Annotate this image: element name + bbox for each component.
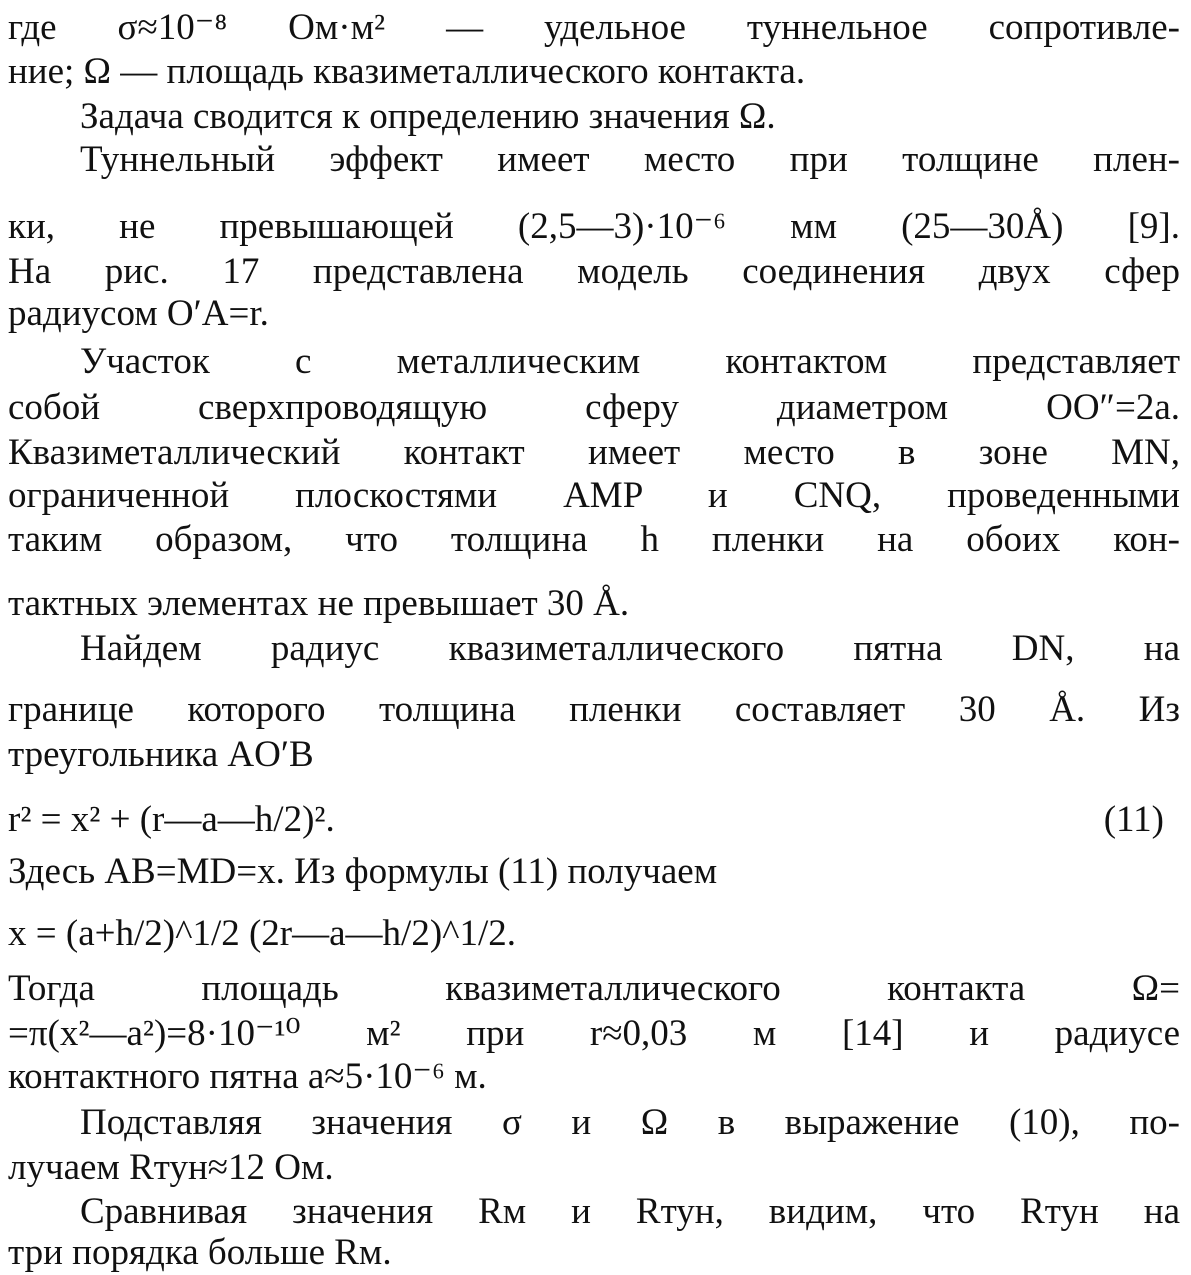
text-line-16: треугольника AO′B (8, 734, 314, 775)
text-line-2: ние; Ω — площадь квазиметаллического контакта. (8, 51, 806, 92)
text-line-8: Участок с металлическим контактом представляет (80, 341, 1180, 382)
text-line-6: На рис. 17 представлена модель соединения двух сфер (8, 251, 1180, 292)
text-line-9: собой сверхпроводящую сферу диаметром OO″=2a. (8, 387, 1180, 428)
text-line-24: три порядка больше Rм. (8, 1232, 392, 1273)
text-line-15: границе которого толщина пленки составляет 30 Å. Из (8, 689, 1180, 730)
text-line-13: тактных элементах не превышает 30 Å. (8, 583, 630, 624)
text-line-10: Квазиметаллический контакт имеет место в зоне MN, (8, 432, 1180, 473)
text-line-3: Задача сводится к определению значения Ω. (80, 96, 776, 137)
text-line-18: Тогда площадь квазиметаллического контакта Ω= (8, 968, 1180, 1009)
text-line-4: Туннельный эффект имеет место при толщине плен- (80, 139, 1180, 180)
text-line-12: таким образом, что толщина h пленки на обоих кон- (8, 519, 1180, 560)
equation-11 (8, 798, 1180, 842)
text-line-21: Подставляя значения σ и Ω в выражение (10), по- (80, 1102, 1180, 1143)
text-line-14: Найдем радиус квазиметаллического пятна DN, на (80, 628, 1180, 669)
text-line-1: где σ≈10⁻⁸ Ом·м² — удельное туннельное сопротивле- (8, 7, 1180, 48)
text-line-20: контактного пятна a≈5·10⁻⁶ м. (8, 1056, 487, 1097)
equation-number: (11) (1103, 799, 1164, 840)
text-line-11: ограниченной плоскостями AMP и CNQ, проведенными (8, 475, 1180, 516)
text-line-5: ки, не превышающей (2,5—3)·10⁻⁶ мм (25—30Å) [9]. (8, 206, 1180, 247)
equation-11-body: r² = x² + (r—a—h/2)². (8, 799, 335, 840)
text-line-23: Сравнивая значения Rм и Rтун, видим, что Rтун на (80, 1191, 1180, 1232)
text-line-17: Здесь AB=MD=x. Из формулы (11) получаем (8, 851, 718, 892)
text-line-19: =π(x²—a²)=8·10⁻¹⁰ м² при r≈0,03 м [14] и радиусе (8, 1013, 1180, 1054)
text-line-22: лучаем Rтун≈12 Ом. (8, 1147, 334, 1188)
text-line-7: радиусом O′A=r. (8, 293, 269, 334)
equation-x: x = (a+h/2)^1/2 (2r—a—h/2)^1/2. (8, 913, 517, 954)
